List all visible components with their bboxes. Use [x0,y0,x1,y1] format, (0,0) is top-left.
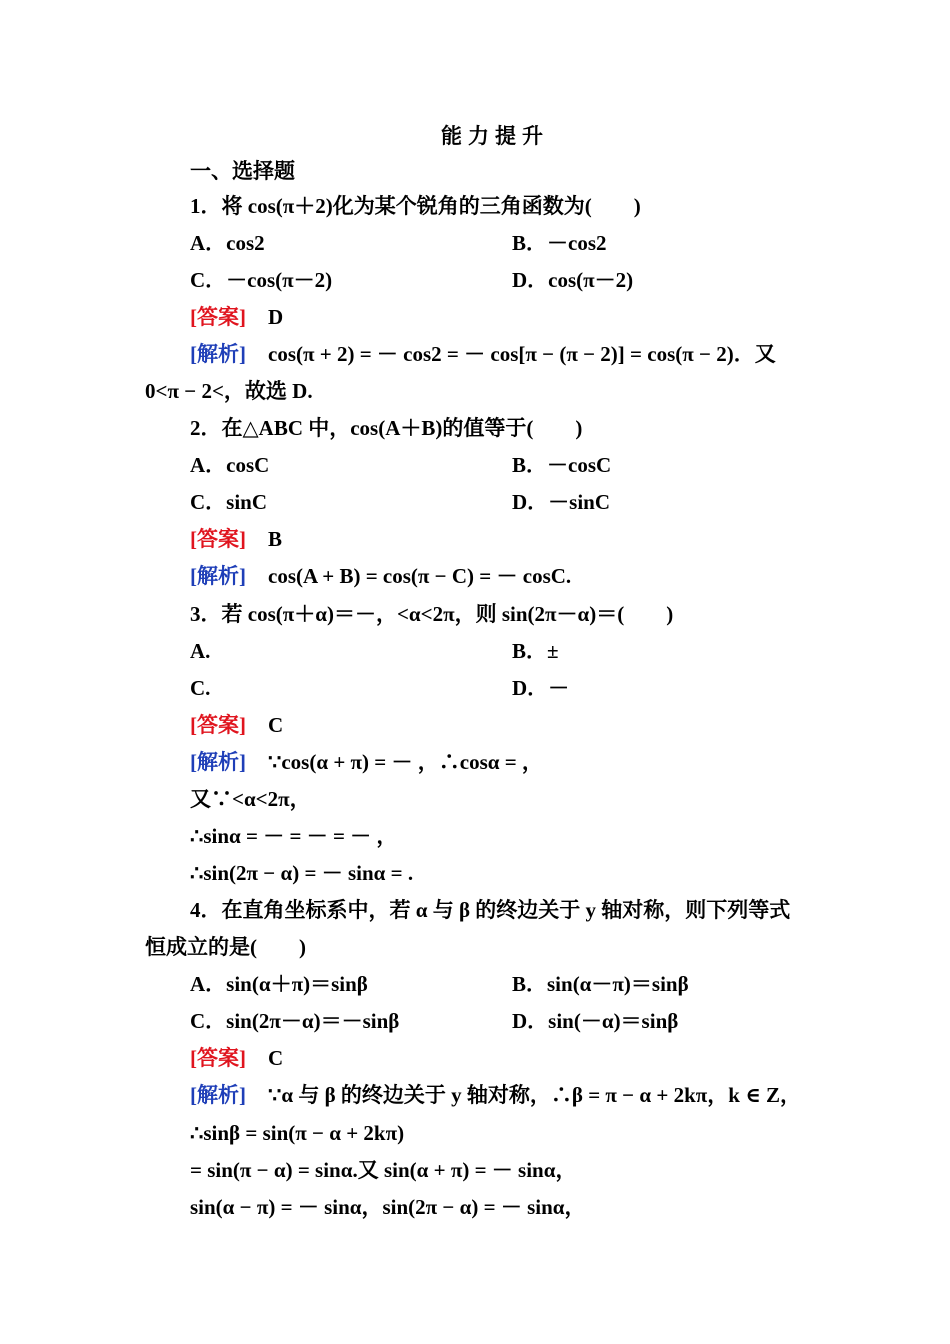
question-4-answer: C [268,1046,284,1070]
question-1-option-a: A．cos2 [190,231,265,255]
question-4-stem-line-1: 4．在直角坐标系中，若 α 与 β 的终边关于 y 轴对称，则下列等式 [190,898,791,922]
question-3-analysis-line-3: ∴sinα = － = － = － ， [190,824,398,848]
question-1-answer-row [190,304,283,330]
question-3-stem: 3．若 cos(π＋α)＝－，<α<2π，则 sin(2π－α)＝( ) [190,602,674,626]
question-2-stem: 2．在△ABC 中，cos(A＋B)的值等于( ) [190,416,583,440]
question-1-option-d: D．cos(π－2) [512,268,634,292]
question-4-analysis-line-1: ∵α 与 β 的终边关于 y 轴对称，∴β = π − α + 2kπ，k ∈ Z， [268,1083,801,1107]
question-4-analysis-line-4: sin(α − π) = － sinα，sin(2π − α) = － sinα， [190,1195,586,1219]
question-2-option-c: C．sinC [190,490,268,514]
question-4-option-c: C．sin(2π－α)＝－sinβ [190,1009,400,1033]
answer-tag: [答案] [190,305,246,329]
question-3-option-c: C. [190,676,211,700]
question-3-option-a: A. [190,639,211,663]
question-3-answer-row [190,712,283,738]
analysis-tag: [解析] [190,750,246,774]
question-4-answer-row [190,1045,283,1071]
answer-tag: [答案] [190,527,246,551]
question-3-analysis-line-1: ∵cos(α + π) = － ，∴cosα = ， [268,750,543,774]
question-1-stem: 1．将 cos(π＋2)化为某个锐角的三角函数为( ) [190,194,641,218]
analysis-tag: [解析] [190,1083,246,1107]
question-4-stem-line-2: 恒成立的是( ) [145,935,306,959]
question-2-option-a: A．cosC [190,453,270,477]
question-3-analysis-line-4: ∴sin(2π − α) = － sinα = . [190,861,414,885]
question-1-analysis-line-2: 0<π − 2<，故选 D. [145,379,313,403]
question-3-option-d: D．－ [512,676,570,700]
analysis-tag: [解析] [190,342,246,366]
analysis-tag: [解析] [190,564,246,588]
question-2-analysis-line-1: cos(A + B) = cos(π − C) = － cosC. [268,564,572,588]
question-2-option-d: D．－sinC [512,490,611,514]
answer-tag: [答案] [190,1046,246,1070]
question-4-option-d: D．sin(－α)＝sinβ [512,1009,679,1033]
question-3-analysis-line-2: 又∵<α<2π， [190,787,311,811]
question-1-answer: D [268,305,284,329]
question-4-option-b: B．sin(α－π)＝sinβ [512,972,689,996]
question-2-analysis-row [190,563,571,589]
question-1-analysis-line-1: cos(π + 2) = － cos2 = － cos[π − (π − 2)] = cos(π − 2)．又 [268,342,776,366]
question-3-analysis-row [190,749,543,775]
question-1-option-b: B．－cos2 [512,231,607,255]
section-heading: 一、选择题 [190,159,295,183]
answer-tag: [答案] [190,713,246,737]
question-4-analysis-line-2: ∴sinβ = sin(π − α + 2kπ) [190,1121,405,1145]
question-2-answer-row [190,526,282,552]
question-4-option-a: A．sin(α＋π)＝sinβ [190,972,368,996]
question-1-option-c: C．－cos(π－2) [190,268,333,292]
question-2-answer: B [268,527,283,551]
question-3-option-b: B．± [512,639,559,663]
question-1-analysis-row [190,341,776,367]
question-2-option-b: B．－cosC [512,453,612,477]
question-4-analysis-row [190,1082,801,1108]
question-3-answer: C [268,713,284,737]
question-4-analysis-line-3: = sin(π − α) = sinα.又 sin(α + π) = － sinα， [190,1158,577,1182]
page-title: 能力提升 [441,124,549,148]
